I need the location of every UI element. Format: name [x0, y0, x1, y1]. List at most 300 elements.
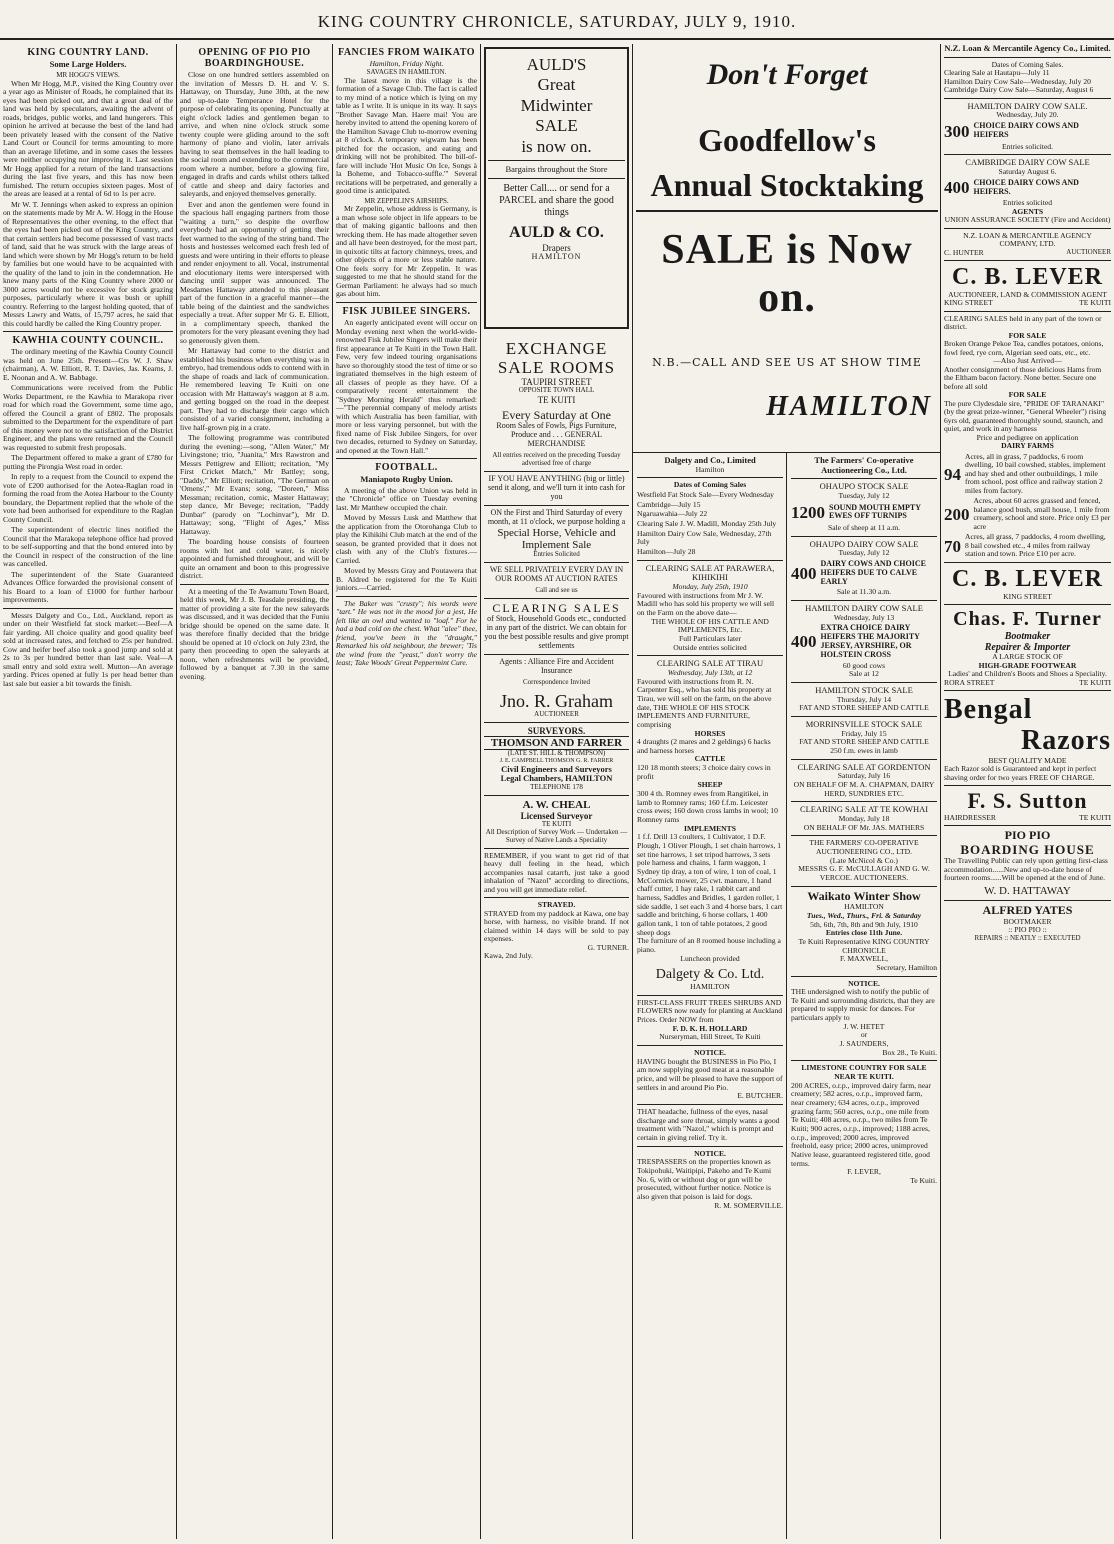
ad-text: (LATE ST. HILL & THOMPSON) — [507, 749, 606, 758]
article-paragraph: The Department offered to make a grant of £780 for putting the Pirongia West road in order. — [3, 453, 173, 471]
ad-title: Dalgety and Co., Limited — [664, 456, 756, 465]
sale-title: HAMILTON DAIRY COW SALE. — [967, 100, 1088, 111]
divider — [484, 722, 629, 723]
ad-text: 60 good cows — [842, 660, 886, 670]
divider — [336, 458, 477, 459]
ad-subhead: HORSES — [694, 728, 726, 738]
headline: FANCIES FROM WAIKATO — [337, 47, 476, 58]
ad-name: F. D. K. H. HOLLARD — [672, 1023, 748, 1033]
article-paragraph: When Mr Hogg, M.P., visited the King Country over a year ago as Minister of Roads, he complained that its eyes had been picked out, and that a great deal of the land was held by speculators, awaiting the advent of roads, bridges, public works, and land hungerers. This opinion he arrived at because the best of the land had been privately leased with the consent of the Native Land Court or Council for terms amounting to more than an average lifetime, and in some cases the lessees were neither occupying nor improving it. Last session Mr Hogg applied for a return of the land transactions during the last five years, and this has now been furnished. The return occupies sixteen pages. Most of the areas are leased at a rental of 6d to 1s per acre. — [3, 78, 173, 199]
ad-text: Correspondence Invited — [522, 678, 591, 687]
ad-title: Don't Forget — [706, 58, 868, 91]
ad-text: Legal Chambers, HAMILTON — [500, 773, 613, 784]
ad-firm: AULD & CO. — [509, 224, 604, 242]
article-paragraph: The latest move in this village is the formation of a Savage Club. The fact is called to my mind of a notice which is lying on my table as I write. It is unique in its way. It says "Brother Savage Man. Haere mai! You are hereby invited to attend the opening korero of the Hamilton Savage Club to-morrow evening at 8 o'clock. A temporary wigwam has been pitched for the occasion, and eating and drinking will not be prohibited. The bill-of-fare will include 'Hot Music On Ice, Songs à la Boheme, and Tobacco-suffle.'" Several recitations will be perpetrated, and generally a good time is anticipated. — [336, 75, 477, 196]
ad-text: Entries solicited — [1002, 198, 1053, 208]
divider — [488, 178, 625, 179]
ad-text: Wednesday, July 13th, at 12 — [667, 667, 753, 677]
farm-listing — [944, 497, 1111, 531]
divider — [791, 976, 937, 977]
farmers-coop-ad-column — [788, 456, 940, 1539]
ad-firm: C. B. LEVER — [951, 565, 1104, 592]
ad-signature: R. M. SOMERVILLE. — [714, 1200, 783, 1210]
ad-title: CLEARING SALE AT PARAWERA, KIHIKIHI — [645, 562, 775, 583]
ad-firm: Dalgety & Co. Ltd. — [655, 967, 765, 983]
ad-text: 1 f.f. Drill 13 coulters, 1 Cultivator, 1 D.F. Plough, 1 Oliver Plough, 1 set chain harrows, 1 set tine harrows, 1 set tripod harrows, 3 sets pole harness and chains, 1 farm waggon, 1 Sydney tip dray, a ton of wire, 1 ton of coal, 1 McCormick mower, 25 cwt. manure, 1 hand chaff cutter, 1 hay rake, 1 rabbit cart and harness, Saddles and Bridles, 1 garden roller, 1 side saddle, 1 set each 3 and 4 horse bars, 1 cart saddle and britching, 6 horse collars, 1 400 gallon tank, 1 ton of table potatoes, 2 good sheep dogs — [637, 832, 783, 937]
column-fancies-from-waikato — [333, 44, 480, 1539]
ad-title: The Farmers' Co-operative Auctioneering Co., Ltd. — [814, 456, 914, 475]
ad-text: BEST QUALITY MADE — [988, 755, 1067, 765]
divider — [944, 900, 1111, 901]
ad-text: TE KUITI — [537, 394, 576, 405]
ad-title: EXCHANGE — [505, 339, 608, 358]
ad-text: —Also Just Arrived— — [993, 356, 1062, 366]
sale-date: Thursday, July 14 — [836, 694, 892, 704]
ad-text: KING STREET — [944, 298, 993, 308]
ad-text: Box 28., Te Kuiti. — [882, 1047, 937, 1057]
divider — [180, 584, 329, 585]
article-paragraph: Ever and anon the gentlemen were found in the spacious hall engaging partners from those "waiting a turn," so despite the overflow everybody had an opportunity of getting their feet warmed to the swing of the string band. The hosts and hostesses welcomed each fresh led of guests and were untiring in their efforts to please and render enjoyment to all. Vocal, instrumental and elocutionary items were interspersed with dancing until supper was announced. The Mesdames Hattaway attended to this pleasant part of the function in a graceful manner—the table being of the daintiest and the sandwiches especially a treat. After supper Mr G. E. Elliott, in a complimentary speech, thanked the promoters for the very pleasant evening they had so generously given them. — [180, 199, 329, 345]
ad-text: Full Particulars later — [679, 633, 741, 643]
ad-title: Goodfellow's — [698, 122, 876, 158]
article-paragraph: An eagerly anticipated event will occur on Monday evening next when the world-wide-renowned Fisk Jubilee Singers will make their first appearance at Te Kuiti in the Town Hall. Few, very few indeed touring organisations have so thoroughly stood the test of time or so ingratiated themselves in the high esteem of all classes of people as they have. Of a comparatively recent entertainment the "Sydney Morning Herald" thus remarked:—"The perennial company of melody artists with which Australia has been familiar, with more or less varying personnel, but with the fixed name of Fisk Jubilee Singers, for over two decades, returned to Sydney on Saturday, and opened at the Town Hall." — [336, 318, 477, 455]
divider — [944, 228, 1111, 229]
divider — [944, 311, 1111, 312]
ad-text: TE KUITI — [1079, 677, 1111, 687]
lot-text: CHOICE DAIRY COWS AND HEIFERS — [973, 121, 1079, 140]
divider — [791, 716, 937, 717]
ad-text: (Late McNicol & Co.) — [830, 855, 898, 865]
ad-title: Midwinter — [520, 95, 593, 115]
ad-subhead: FOR SALE — [1008, 390, 1047, 400]
article-paragraph: Mr W. T. Jennings when asked to express an opinion on the statements made by Mr A. W. Hogg in the House of Representatives the other evening, to the effect that the eyes had been picked out of the King Country, and that certain settlers had become possessed of vast tracts of land, said that he was struck with the large areas of land which were shown by Mr Hogg's return to be held by families but one would have to be acquainted with the quality of the land to join in the condemnation. He knew many parts of the King Country where 2000 or 3000 acres would not be excessive for stock grazing purposes, particularly where it was bush or uphill country. Referring to the largest holding quoted, that of Messrs Lawry and Watts, of 15,797 acres, he said that this could hardly be called the King Country proper. — [3, 199, 173, 328]
sale-date: Hamilton—July 28 — [637, 546, 696, 556]
acre-count: 94 — [944, 464, 961, 484]
ad-row — [944, 249, 1111, 258]
sale-date: Cambridge Dairy Cow Sale—Saturday, August 6 — [944, 85, 1094, 95]
ad-text: TE KUITI — [1079, 298, 1111, 308]
ad-text: Agents : Alliance Fire and Accident Insurance — [499, 657, 614, 676]
ad-text: Civil Engineers and Surveyors — [501, 763, 612, 774]
ad-text: HAMILTON — [531, 251, 582, 261]
sale-date: Friday, July 15 — [841, 728, 887, 738]
lot-text: CHOICE DAIRY COWS AND HEIFERS. — [973, 177, 1079, 196]
sale-date: Ngaruawahia—July 22 — [637, 509, 708, 519]
auld-sale-ad — [484, 47, 629, 329]
ad-text: Entries Solicited — [533, 550, 580, 559]
sale-date: Hamilton Dairy Cow Sale, Wednesday, 27th July — [637, 528, 772, 547]
ad-text: IF YOU HAVE ANYTHING (big or little) send it along, and we'll turn it into cash for you — [488, 474, 625, 501]
sale-date: Clearing Sale at Hautapu—July 11 — [944, 68, 1050, 78]
sale-date: Hamilton Dairy Cow Sale—Wednesday, July 20 — [944, 76, 1091, 86]
divider — [484, 471, 629, 472]
ad-text: or — [860, 1030, 868, 1040]
column-rule — [786, 452, 787, 1539]
dateline: Hamilton, Friday Night. — [369, 59, 444, 69]
ad-text: Another consignment of those delicious Hams from the Eltham bacon factory. None better. Secure one before all sold — [944, 364, 1102, 391]
ad-subhead: CATTLE — [694, 754, 726, 764]
article-paragraph: At a meeting of the Te Awamutu Town Board, held this week, Mr J. B. Teasdale presiding, the matter of providing a site for the new saleyards was discussed, and it was decided that the Funiu bridge should be opened on the same date. It was therefore finally decided that the bridge should be opened at 10 o'clock on July 23rd, the party then proceeding to open the saleyards at noon, when refreshments will be provided, followed by a banquet at 7.30 in the same evening. — [180, 586, 329, 681]
ad-text: The pure Clydesdale sire, "PRIDE OF TARANAKI" (by the great prize-winner, "General Wheeler") rising 6yrs old, guaranteed thoroughly sound, staunch, and quiet, and work in any harness — [944, 398, 1106, 434]
ad-name: W. D. HATTAWAY — [984, 884, 1071, 897]
divider — [791, 600, 937, 601]
divider — [637, 655, 783, 656]
article-paragraph: Close on one hundred settlers assembled on the invitation of Messrs D. H. and V. S. Hattaway, on Thursday, June 30th, at the new and up-to-date Temperance Hotel for the purpose of celebrating its opening. Punctually at eight o'clock ladies and gentlemen began to arrive, and when nine o'clock struck some twenty couple were gliding around to the soft harmony of piano and violin, later arrivals having to seat themselves in the hall leading to the social room and extending to the commercial room where a number, before a glowing fire, engaged in drafts and cards whilst others talked of cattle and sheep and dairy factories and saleyards, and enjoyed themselves generally. — [180, 70, 329, 199]
sale-lot — [791, 560, 937, 586]
divider — [944, 260, 1111, 261]
ad-text: THE undersigned wish to notify the public of Te Kuiti and surrounding districts, that they are prepared to supply music for dances. For particulars apply to — [791, 987, 935, 1023]
acre-count: 200 — [944, 504, 970, 524]
ad-text: Repairer & Importer — [984, 641, 1071, 653]
divider — [791, 759, 937, 760]
ad-firm: C. B. LEVER — [951, 264, 1104, 291]
sale-title: MORRINSVILLE STOCK SALE — [805, 718, 923, 729]
ad-subhead: FOR SALE — [1008, 330, 1047, 340]
ad-text: REPAIRS :: NEATLY :: EXECUTED — [974, 933, 1081, 942]
ad-text: :: PIO PIO :: — [1008, 925, 1047, 935]
divider — [637, 477, 783, 478]
ad-text: TE KUITI — [541, 820, 572, 829]
ad-text: Each Razor sold is Guaranteed and kept in perfect shaving order for two years FREE OF CHARGE. — [944, 764, 1097, 782]
sale-date: Cambridge—July 15 — [637, 499, 701, 509]
ad-row — [944, 679, 1111, 688]
ad-text: 200 ACRES, o.r.p., improved dairy farm, near creamery; 582 acres, o.r.p., improved farm, near creamery; 634 acres, o.r.p., improved grazing farm; 560 acres, o.r.p., one mile from Te Kuiti; 408 acres, o.r.p., two miles from Te Kuiti; 900 acres, o.r.p., improved; 1188 acres, o.r.p., improved; 2000 acres, improved freehold, easy price; 2000 acres, unimproved Native lease, guaranteed registered title, good terms. — [791, 1080, 932, 1168]
ad-text: Outside entries solicited — [673, 642, 747, 652]
ad-title: SALE is Now on. — [661, 227, 913, 321]
ad-text: 300 4 th. Romney ewes from Rangitikei, in lamb to Romney rams; 160 f.f.m. Leicester cross ewes; 160 down cross lambs in wool; 10 Romney rams — [637, 789, 778, 825]
ad-text: TAUPIRI STREET — [521, 377, 592, 388]
kicker: MR ZEPPELIN'S AIRSHIPS. — [364, 196, 449, 205]
farm-listing — [944, 453, 1111, 496]
ad-text: WE SELL PRIVATELY EVERY DAY IN OUR ROOMS AT AUCTION RATES — [489, 565, 624, 584]
article-paragraph: In reply to a request from the Council to expend the vote of £200 authorised for the Aotea-Raglan road in forming the road from the Aotea Harbour to the County boundary, the Department replied that the whole of the vote had been authorised for expenditure to the Raglan County Council. — [3, 472, 173, 524]
sale-title: CAMBRIDGE DAIRY COW SALE — [965, 157, 1090, 168]
ad-subhead: DAIRY FARMS — [1001, 441, 1054, 451]
article-paragraph: Mr Hattaway had come to the district and established his business when everything was in embryo, had tremendous odds to contend with in the shape of roads and lack of communication. He remembered leaving Te Kuiti on one occasion with Mr Hattaway's waggon at 8 a.m. and getting bogged on the road in the deepest part. They had to discharge their cargo which consisted of a varied consignment, including a live half-grown pig in a crate. — [180, 346, 329, 432]
ad-title: SALE — [535, 116, 578, 136]
divider — [3, 331, 173, 332]
ad-text: Dates of Coming Sales — [673, 480, 747, 490]
ad-text: Bootmaker — [1004, 630, 1051, 642]
ad-text: CLEARING SALES held in any part of the town or district. — [944, 313, 1102, 332]
lot-count: 400 — [944, 178, 970, 198]
ad-text: Monday, July 25th, 1910 — [672, 581, 748, 591]
lot-count: 300 — [944, 121, 970, 141]
article-paragraph: Mr Zeppelin, whose address is Germany, is a man whose sole object in life appears to be that of making gigantic balloons and then wrecking them. He has made altogether seven and all have been destroyed, for the most part, in quixotic tilts at factory chimneys, trees, and other objects of a more or less stable nature. One feels sorry for Mr Zeppelin. It was suggested to me that he should stand for the German Parliament: he always had so much gas about him. — [336, 204, 477, 299]
sale-title: HAMILTON DAIRY COW SALE — [805, 603, 923, 614]
dalgety-ad-column — [634, 456, 786, 1539]
sale-title: OHAUPO STOCK SALE — [819, 481, 909, 492]
ad-name: A. W. CHEAL — [522, 798, 591, 811]
headline: FOOTBALL. — [375, 462, 438, 474]
ad-text: 5th, 6th, 7th, 8th and 9th July, 1910 — [810, 919, 918, 929]
divider — [3, 608, 173, 609]
divider — [484, 848, 629, 849]
ad-title: PIO PIO — [1004, 828, 1051, 843]
sale-title: CLEARING SALE AT TE KOWHAI — [799, 804, 929, 815]
kicker: SAVAGES IN HAMILTON. — [366, 67, 447, 76]
divider — [944, 690, 1111, 691]
ad-text: HAMILTON — [844, 902, 884, 912]
ad-firm: Chas. F. Turner — [953, 608, 1102, 631]
ad-firm: THOMSON AND FARRER — [484, 736, 629, 750]
lot-text: SOUND MOUTH EMPTY EWES OFF TURNIPS — [829, 502, 921, 521]
column-king-country-land — [0, 44, 176, 1539]
ad-text: THE FARMERS' CO-OPERATIVE AUCTIONEERING CO., LTD. — [809, 838, 919, 856]
masthead: KING COUNTRY CHRONICLE, SATURDAY, JULY 9, 1910. — [0, 0, 1114, 40]
ad-title: N.Z. Loan & Mercantile Agency Co., Limited. — [944, 44, 1111, 53]
ad-text: Broken Orange Pekoe Tea, candles potatoes, onions, fowl feed, rye corn, Algerian seed oats, etc., etc. — [944, 339, 1104, 357]
ad-text: MESSRS G. F. McCULLAGH AND G. W. VERCOE. AUCTIONEERS. — [798, 864, 930, 882]
ad-title: is now on. — [521, 136, 592, 156]
exchange-sale-rooms-ad — [484, 339, 629, 719]
lot-count: 1200 — [791, 502, 825, 522]
ad-title: NOTICE. — [694, 1148, 726, 1158]
surveyors-ad — [484, 726, 629, 961]
divider — [944, 154, 1111, 155]
ad-title: BOARDING HOUSE — [960, 841, 1095, 857]
ad-title: HAMILTON — [766, 391, 932, 422]
ad-text: Secretary, Hamilton — [876, 962, 937, 972]
article-paragraph: Moved by Messrs Lusk and Matthew that the application from the Otorohanga Club to play the Kihikihi Club match at the end of the season, be granted provided that it does not clash with any of the Club's fixtures.—Carried. — [336, 513, 477, 565]
ad-firm: Razors — [1021, 725, 1111, 757]
ad-text: Better Call.... or send for a PARCEL and share the good things — [499, 183, 614, 219]
ad-text: ON BEHALF OF M. A. CHAPMAN, DAIRY HERD, SUNDRIES ETC. — [793, 779, 935, 798]
ad-text: 250 f.m. ewes in lamb — [830, 745, 898, 755]
sale-lot — [791, 503, 937, 522]
sale-lot — [944, 178, 1111, 197]
ad-title: LIMESTONE COUNTRY FOR SALE NEAR TE KUITI. — [801, 1063, 927, 1082]
sale-date: Wednesday, July 20. — [996, 110, 1059, 120]
ad-text: FAT AND STORE SHEEP AND CATTLE — [799, 703, 929, 713]
article-paragraph: A meeting of the above Union was held in the "Chronicle" office on Tuesday evening last. Mr Matthew occupied the chair. — [336, 485, 477, 512]
ad-text: REMEMBER, if you want to get rid of that heavy dull feeling in the head, which accompanies nasal catarrh, just take a good inhalation of "Nazol" according to directions, and you will get immediate relief. — [484, 850, 629, 894]
sale-lot — [791, 624, 937, 659]
headline: OPENING OF PIO PIO BOARDINGHOUSE. — [198, 47, 311, 70]
ad-row — [944, 299, 1111, 308]
ad-name: ALFRED YATES — [982, 903, 1073, 918]
article-paragraph: The superintendent of electric lines notified the Council that the Marakopa telephone office had proved to be self-supporting and that the bond entered into by the Council in respect of the construction of the line was cancelled. — [3, 525, 173, 569]
ad-text: Luncheon provided — [680, 953, 740, 963]
divider — [944, 785, 1111, 786]
ad-text: Dates of Coming Sales. — [991, 59, 1064, 69]
lot-text: DAIRY COWS AND CHOICE HEIFERS DUE TO CALVE EARLY — [820, 559, 926, 586]
headline: KAWHIA COUNTY COUNCIL. — [12, 335, 164, 347]
goodfellow-stocktaking-ad — [636, 44, 938, 464]
article-paragraph: The superintendent of the State Guaranteed Advances Office forwarded the provisional consent of his Board to a loan of £1000 for further harbour improvements. — [3, 569, 173, 605]
ad-text: Call and see us — [535, 586, 578, 595]
article-paragraph: The following programme was contributed during the evening:—song, "Allen Water," Mr Livingstone; trio, "Juanita," Mrs Rawstron and Messrs Pettigrew and Elliott; recitation, "My First Cricket Match," Mr Battley; song, "Daddy," Mr Elliott; recitation, "The German on 'Omens'," Mr Evans; song, "Doreen," Miss Messman; recitation, comic, Master Hattaway; step dance, Mr Bevege; recitation, "Paddy Dunbar" (parody on "Lochinvar"), Mr D. Hattaway; song, "Flight of Ages," Miss Hattaway. — [180, 433, 329, 536]
ad-title: CLEARING SALES — [492, 600, 621, 615]
verse: The Baker was "crusty"; his words were "tart." He was not in the mood for a jest, He felt like an owl and wanted to "loaf." For he had a bad cold on the chest. What "alee" thee, friend, you've been in the "draught," Remarked his old neighbour, the brewer; 'Tis the wind from the "yeast," don't worry the least; Take Woods' Great Peppermint Cure. — [336, 598, 477, 668]
ad-text: TELEPHONE 178 — [530, 782, 583, 791]
lot-count: 400 — [791, 632, 817, 652]
divider — [791, 682, 937, 683]
ad-text: Te Kuiti Representative KING COUNTRY CHRONICLE — [798, 936, 930, 955]
ad-text: All entries received on the preceding Tuesday advertised free of charge — [492, 451, 621, 468]
ad-title: Waikato Winter Show — [807, 888, 921, 903]
ad-text: Tues., Wed., Thurs., Fri. & Saturday — [806, 910, 922, 920]
column-rule — [632, 44, 633, 1539]
sale-date: Clearing Sale J. W. Madill, Monday 25th July — [637, 518, 777, 528]
divider — [637, 995, 783, 996]
hollard-ad-text: FIRST-CLASS FRUIT TREES SHRUBS AND FLOWERS now ready for planting at Auckland Prices. Order NOW from — [637, 997, 783, 1025]
ad-row — [944, 814, 1111, 823]
ad-text: Entries close 11th June. — [825, 928, 903, 938]
column-advertisements-right — [941, 44, 1114, 1539]
ad-text: Price and pedigree on application — [976, 432, 1079, 442]
ad-text: Survey of Native Lands a Speciality — [505, 835, 608, 844]
sale-lot — [944, 122, 1111, 141]
divider — [484, 654, 629, 655]
article-paragraph: Communications were received from the Public Works Department, re the Kawhia to Marakopa river road for which road the Government, some time ago, offered the Council a grant of £802. The proposals submitted to the Department for the expenditure of part of this money were not to the satisfaction of the District Engineer, and the plans were returned and the Council was requested to submit fresh proposals. — [3, 383, 173, 452]
divider — [791, 886, 937, 887]
column-pio-pio-boardinghouse — [177, 44, 332, 1539]
ad-text: KING STREET — [1003, 591, 1052, 601]
ad-firm: Bengal — [944, 694, 1033, 726]
article-paragraph: The boarding house consists of fourteen rooms with hot and cold water, is nicely appointed and furnished throughout, and will be quite an ornament and boon to this progressive district. — [180, 537, 329, 581]
ad-text: Special Horse, Vehicle and Implement Sale — [497, 526, 616, 552]
ad-name: Jno. R. Graham — [500, 690, 613, 711]
ad-title: NOTICE. — [848, 978, 880, 988]
ad-text: ON the First and Third Saturday of every month, at 11 o'clock, we purpose holding a — [487, 507, 626, 526]
sale-date: Wednesday, July 13 — [833, 612, 895, 622]
ad-text: UNION ASSURANCE SOCIETY (Fire and Accident) — [944, 215, 1111, 225]
lot-count: 400 — [791, 563, 817, 583]
ad-text: The Travelling Public can rely upon getting first-class accommodation......New and up-to-date house of fourteen rooms......Will be opened at the end of June. — [944, 856, 1108, 883]
sale-title: CLEARING SALE AT GORDENTON — [797, 761, 931, 772]
article-paragraph: Moved by Messrs Gray and Poutawera that B. Aldred be registered for the Te Kuiti juniors.—Carried. — [336, 566, 477, 593]
ad-text: THAT headache, fullness of the eyes, nasal discharge and sore throat, simply wants a good treatment with "Nazol," which is prompt and certain in giving relief. Try it. — [637, 1107, 780, 1143]
divider — [336, 596, 477, 597]
sale-date: Saturday August 6. — [998, 166, 1057, 176]
ad-text: Kawa, 2nd July. — [484, 951, 533, 961]
ad-text: Drapers — [542, 242, 571, 253]
subheadline: Maniapoto Rugby Union. — [360, 474, 453, 485]
sale-title: HAMILTON STOCK SALE — [815, 684, 913, 695]
divider — [791, 536, 937, 537]
ad-title: Great — [537, 75, 576, 95]
acre-count: 70 — [944, 536, 961, 556]
farm-text: Acres, all in grass, 7 paddocks, 6 room dwelling, 10 bail cowshed, stables, implement and hay shed and other outbuildings, 1 mile from school, post office and railway station 2 miles from factory. — [965, 451, 1106, 495]
sale-date: Saturday, July 16 — [837, 771, 891, 781]
divider — [944, 562, 1111, 563]
ad-signature: F. MAXWELL, — [839, 954, 889, 964]
sale-time: Sale of sheep at 11 a.m. — [827, 523, 901, 533]
divider — [484, 562, 629, 563]
divider — [484, 897, 629, 898]
divider — [484, 795, 629, 796]
sale-date: Westfield Fat Stock Sale—Every Wednesday — [637, 490, 774, 499]
ad-text: HAMILTON — [690, 982, 730, 992]
ad-signature: F. LEVER, — [847, 1167, 881, 1177]
ad-text: HAVING bought the BUSINESS in Pio Pio, I am now supplying good meat at a reasonable price, and will be pleased to have the support of settlers in and around Pio Pio. — [637, 1056, 783, 1092]
divider — [488, 160, 625, 161]
divider — [944, 825, 1111, 826]
ad-text: RORA STREET — [944, 677, 995, 687]
ad-text: TE KUITI — [1079, 812, 1111, 822]
ad-subhead: SHEEP — [697, 780, 723, 790]
headline: KING COUNTRY LAND. — [27, 47, 149, 58]
sale-date: Tuesday, July 12 — [838, 491, 890, 501]
ad-text: FAT AND STORE SHEEP AND CATTLE — [799, 737, 929, 747]
lot-text: EXTRA CHOICE DAIRY HEIFERS THE MAJORITY JERSEY, AYRSHIRE, OR HOLSTEIN CROSS — [820, 623, 920, 659]
ad-signature: J. SAUNDERS, — [839, 1039, 889, 1049]
kicker: MR HOGG'S VIEWS. — [56, 70, 120, 79]
ad-text: THE WHOLE OF HIS CATTLE AND IMPLEMENTS, Etc. — [651, 616, 769, 635]
divider — [637, 560, 783, 561]
ad-text: 4 draughts (2 mares and 2 geldings) 6 hacks and harness horses — [637, 737, 771, 755]
ad-text: Hamilton — [695, 464, 725, 474]
divider — [484, 598, 629, 599]
farm-listing — [944, 533, 1111, 559]
ad-subhead: AGENTS — [1011, 206, 1044, 216]
ad-firm: F. S. Sutton — [967, 788, 1088, 814]
article-paragraph: The ordinary meeting of the Kawhia County Council was held on June 25th. Present—Crs W. J. Shaw (chairman), A. W. Elliott, R. T. Davies, Jas. Kearns, J. E. Noonan and A. W. Babbage. — [3, 347, 173, 382]
divider — [791, 478, 937, 479]
ad-text: All Description of Survey Work — Undertaken — — [485, 827, 628, 836]
ad-text: Favoured with instructions from R. N. Carpenter Esq., who has sold his property at Tirau, we will sell on the farm, on the above date, THE WHOLE OF HIS STOCK IMPLEMENTS AND FURNITURE, comprising — [637, 676, 772, 729]
ad-signature: G. TURNER. — [587, 942, 629, 952]
ad-text: OPPOSITE TOWN HALL — [518, 386, 595, 395]
ad-text: The furniture of an 8 roomed house including a piano. — [637, 936, 781, 954]
sale-date: Monday, July 18 — [838, 813, 890, 823]
divider — [944, 604, 1111, 605]
ad-text: Room Sales of Fowls, Pigs Furniture, Produce and . . . GENERAL MERCHANDISE — [496, 421, 617, 449]
column-advertisements-left — [481, 44, 632, 1539]
ad-title: NOTICE. — [694, 1048, 726, 1058]
ad-title: Annual Stocktaking — [636, 167, 938, 212]
ad-signature: J. W. HETET — [843, 1021, 885, 1031]
ad-text: Bargains throughout the Store — [505, 163, 608, 174]
subheadline: Some Large Holders. — [49, 59, 127, 70]
ad-text: Te Kuiti. — [910, 1175, 937, 1185]
ad-text: of Stock, Household Goods etc., conducted in any part of the district. We can obtain for you the best possible results and give prompt settlements — [484, 614, 629, 651]
ad-signature: E. BUTCHER. — [737, 1091, 783, 1101]
ad-text: Nurseryman, Hill Street, Te Kuiti — [659, 1032, 761, 1042]
divider — [637, 1104, 783, 1105]
headline: FISK JUBILEE SINGERS. — [342, 305, 471, 317]
divider — [791, 1060, 937, 1061]
ad-title: SALE ROOMS — [497, 358, 616, 378]
ad-text: HIGH-GRADE FOOTWEAR — [978, 660, 1077, 670]
ad-text: Entries solicited. — [1001, 141, 1054, 151]
article-paragraph: Messrs Dalgety and Co., Ltd., Auckland, report as under on their Westfield fat stock market:—Beef—A fair yarding. All choice quality and good quality beef sold at increased rates, and fetched to 25s per hundred. Cow and heifer beef also took a good jump and sold at 2s to 3s per hundred better than last sale. Veal—A small entry and sold extra well. Mutton—An average yarding. Prices opened at fully 1s per head better than last sale but easier a bit towards the finish. — [3, 610, 173, 688]
ad-text: N.Z. LOAN & MERCANTILE AGENCY COMPANY, LTD. — [963, 230, 1092, 249]
ad-text: Favoured with instructions from Mr J. W. Madill who has sold his property we will sell on the Farm on the above date— — [637, 590, 775, 617]
ad-text: A LARGE STOCK OF — [992, 652, 1063, 662]
ad-title: STRAYED. — [537, 900, 576, 910]
farm-text: Acres, about 60 acres grassed and fenced, balance good bush, small house, 1 mile from creamery, school and store. Price only £3 per acre — [973, 496, 1111, 531]
sale-time: Sale at 11.30 a.m. — [836, 587, 892, 597]
ad-text: STRAYED from my paddock at Kawa, one bay horse, with harness, no visible brand. If not claimed within 14 days will be sold to pay expenses. — [484, 908, 629, 944]
divider — [791, 801, 937, 802]
farm-text: Acres, all grass, 7 paddocks, 4 room dwelling, 8 bail cowshed etc., 4 miles from railway station and town. Price £10 per acre. — [965, 532, 1106, 559]
ad-text: N.B.—CALL AND SEE US AT SHOW TIME — [652, 356, 922, 369]
ad-text: Licensed Surveyor — [520, 811, 593, 822]
ad-title: CLEARING SALE AT TIRAU — [656, 658, 764, 669]
ad-text: AUCTIONEER — [1066, 247, 1111, 256]
ad-text: J. E. CAMPBELL THOMSON G. R. FARRER — [499, 758, 614, 765]
ad-text: AUCTIONEER — [534, 710, 579, 719]
ad-text: ON BEHALF OF Mr. JAS. MATHERS — [803, 822, 925, 832]
divider — [336, 302, 477, 303]
divider — [944, 98, 1111, 99]
ad-title: SURVEYORS. — [527, 725, 586, 736]
divider — [637, 1045, 783, 1046]
ad-text: BOOTMAKER — [1003, 916, 1052, 926]
divider — [484, 505, 629, 506]
